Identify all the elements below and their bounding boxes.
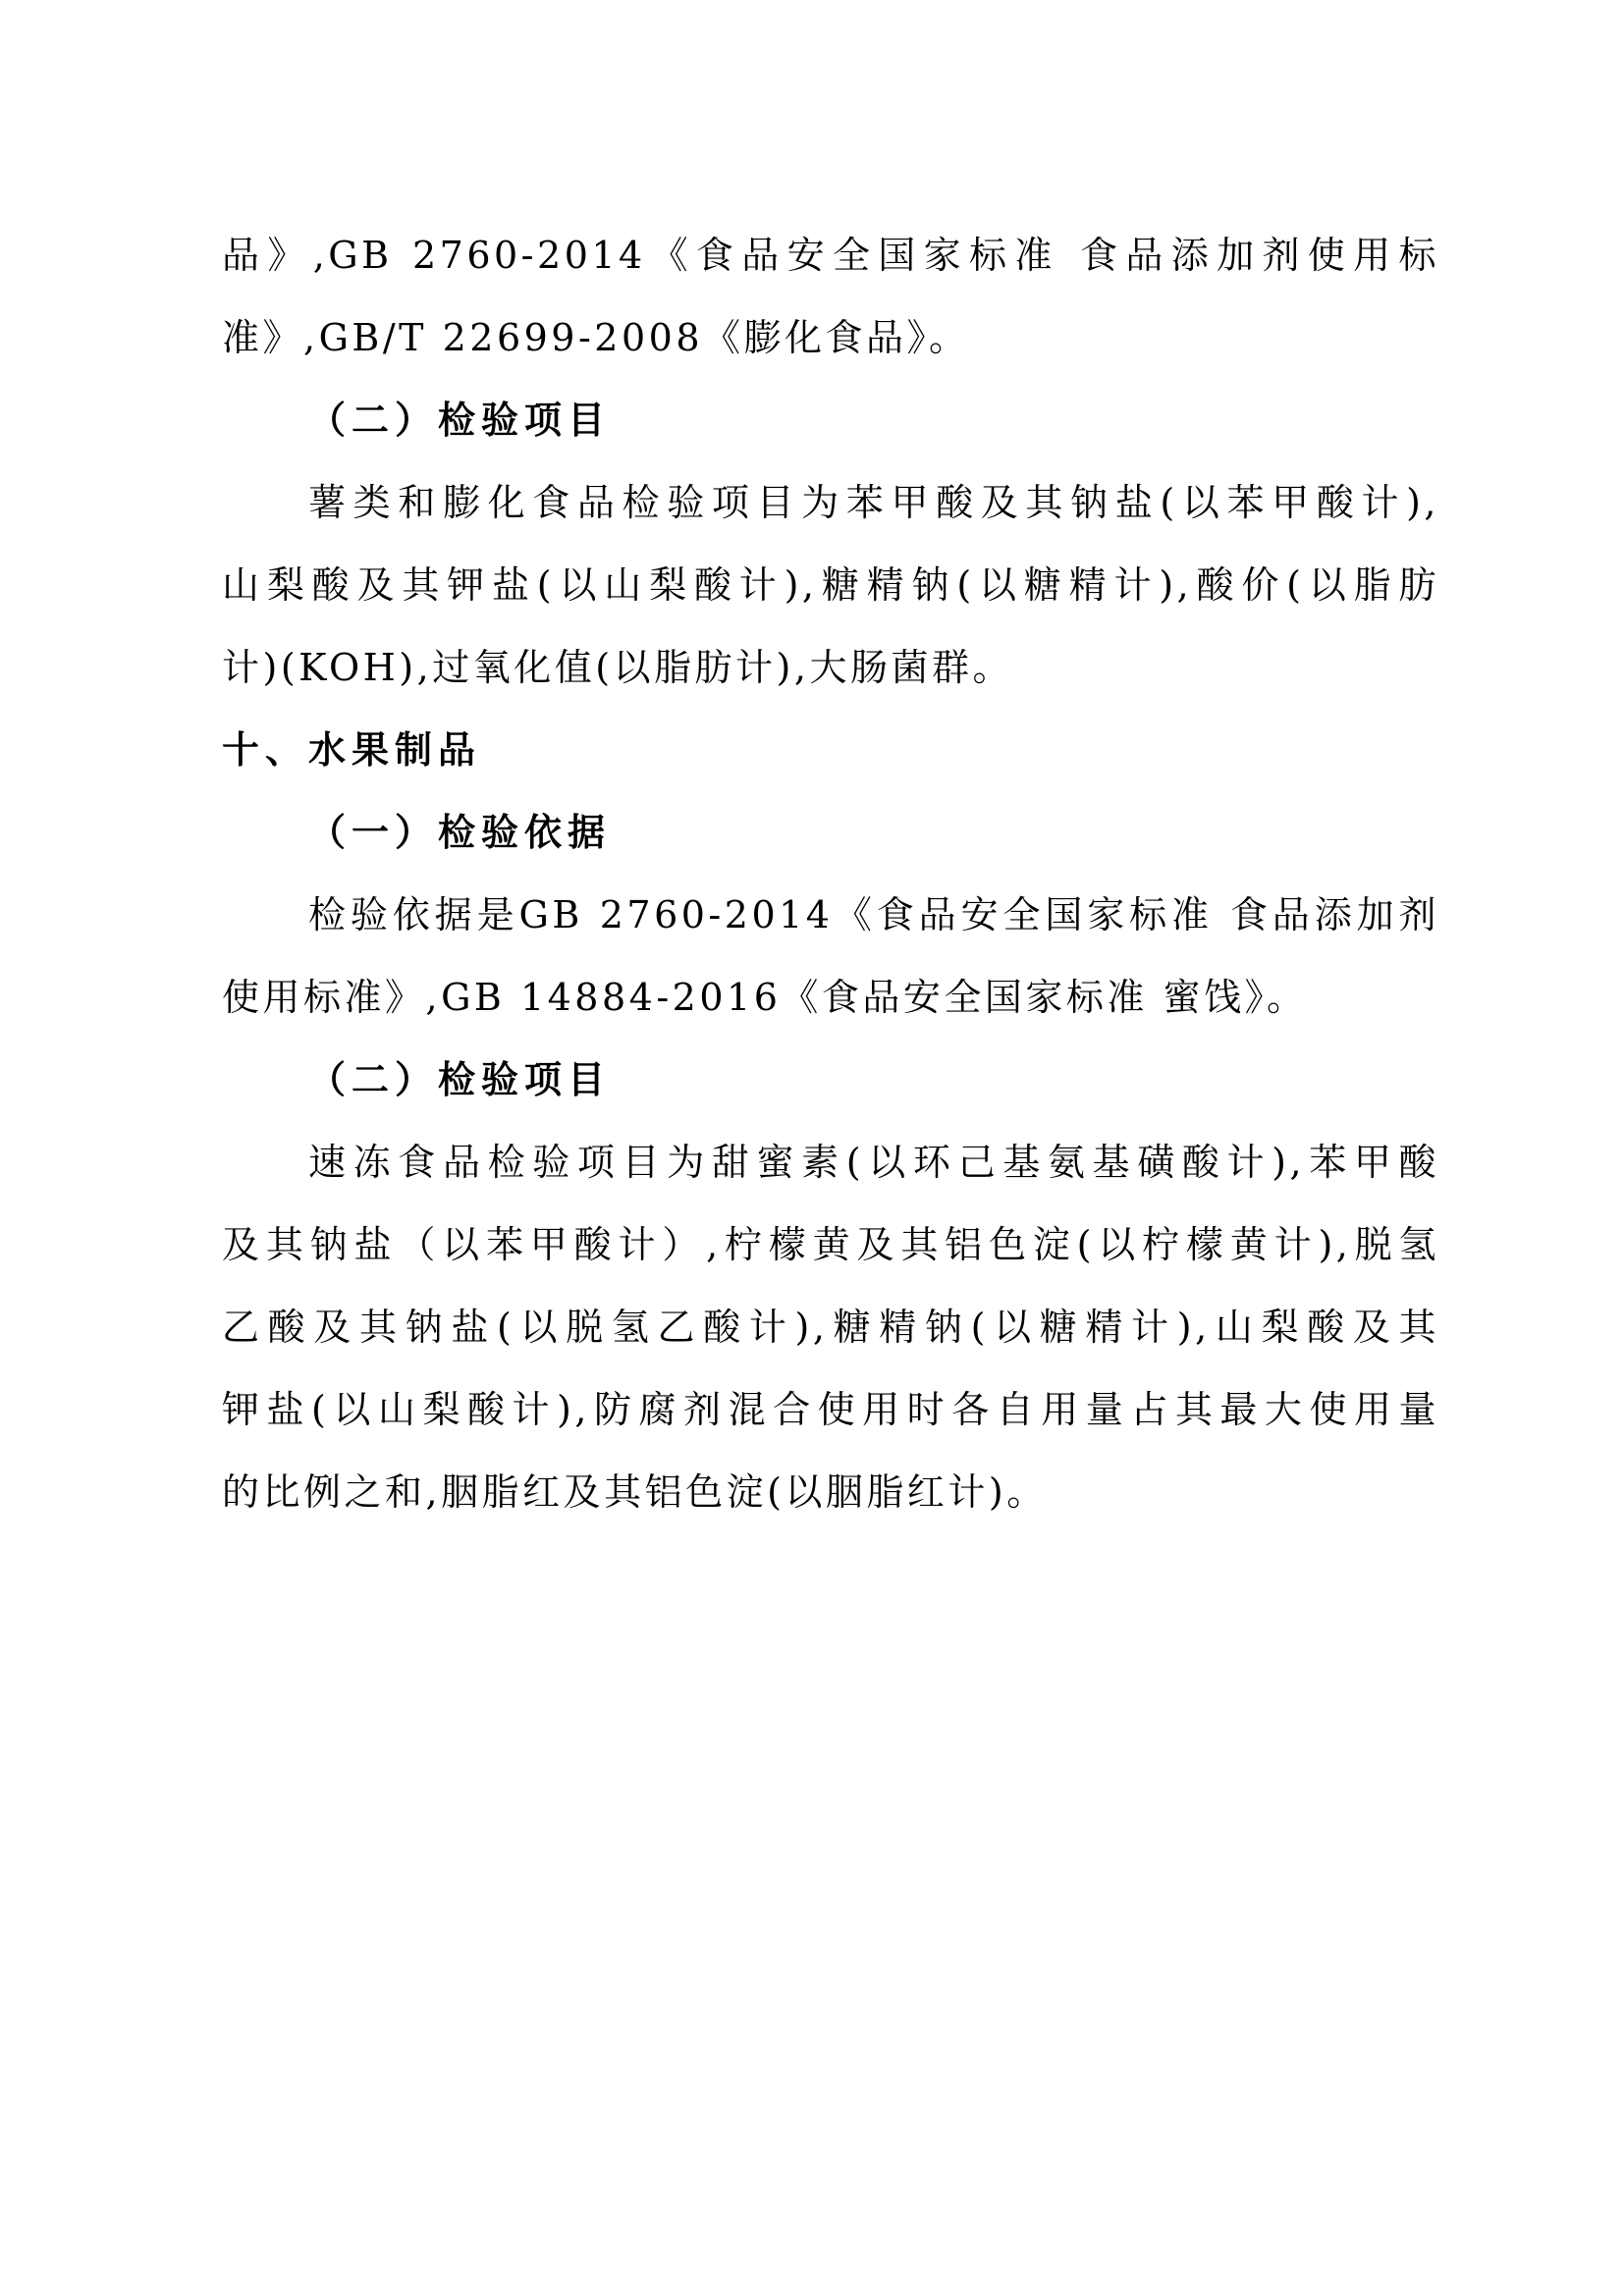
text-line: 速冻食品检验项目为甜蜜素(以环己基氨基磺酸计),苯甲酸 — [308, 1141, 1439, 1184]
text-line: 乙酸及其钠盐(以脱氢乙酸计),糖精钠(以糖精计),山梨酸及其 — [222, 1306, 1439, 1349]
text-line: 准》,GB/T 22699-2008《膨化食品》。 — [222, 316, 970, 359]
section-heading: 十、水果制品 — [222, 728, 482, 772]
text-line: 钾盐(以山梨酸计),防腐剂混合使用时各自用量占其最大使用量 — [222, 1388, 1439, 1431]
text-line: 的比例之和,胭脂红及其铝色淀(以胭脂红计)。 — [222, 1470, 1048, 1514]
text-line: 山梨酸及其钾盐(以山梨酸计),糖精钠(以糖精计),酸价(以脂肪 — [222, 563, 1439, 607]
text-line: 计)(KOH),过氧化值(以脂肪计),大肠菌群。 — [222, 646, 1013, 689]
text-line: 及其钠盐（以苯甲酸计）,柠檬黄及其铝色淀(以柠檬黄计),脱氢 — [222, 1223, 1439, 1266]
text-line: 薯类和膨化食品检验项目为苯甲酸及其钠盐(以苯甲酸计), — [308, 481, 1439, 524]
section-subheading: （一）检验依据 — [308, 811, 612, 854]
text-line: 检验依据是GB 2760-2014《食品安全国家标准 食品添加剂 — [308, 893, 1439, 936]
section-subheading: （二）检验项目 — [308, 1058, 612, 1101]
text-line: 品》,GB 2760-2014《食品安全国家标准 食品添加剂使用标 — [222, 234, 1439, 277]
section-subheading: （二）检验项目 — [308, 399, 612, 442]
text-line: 使用标准》,GB 14884-2016《食品安全国家标准 蜜饯》。 — [222, 976, 1308, 1019]
document-page — [222, 214, 1439, 1533]
